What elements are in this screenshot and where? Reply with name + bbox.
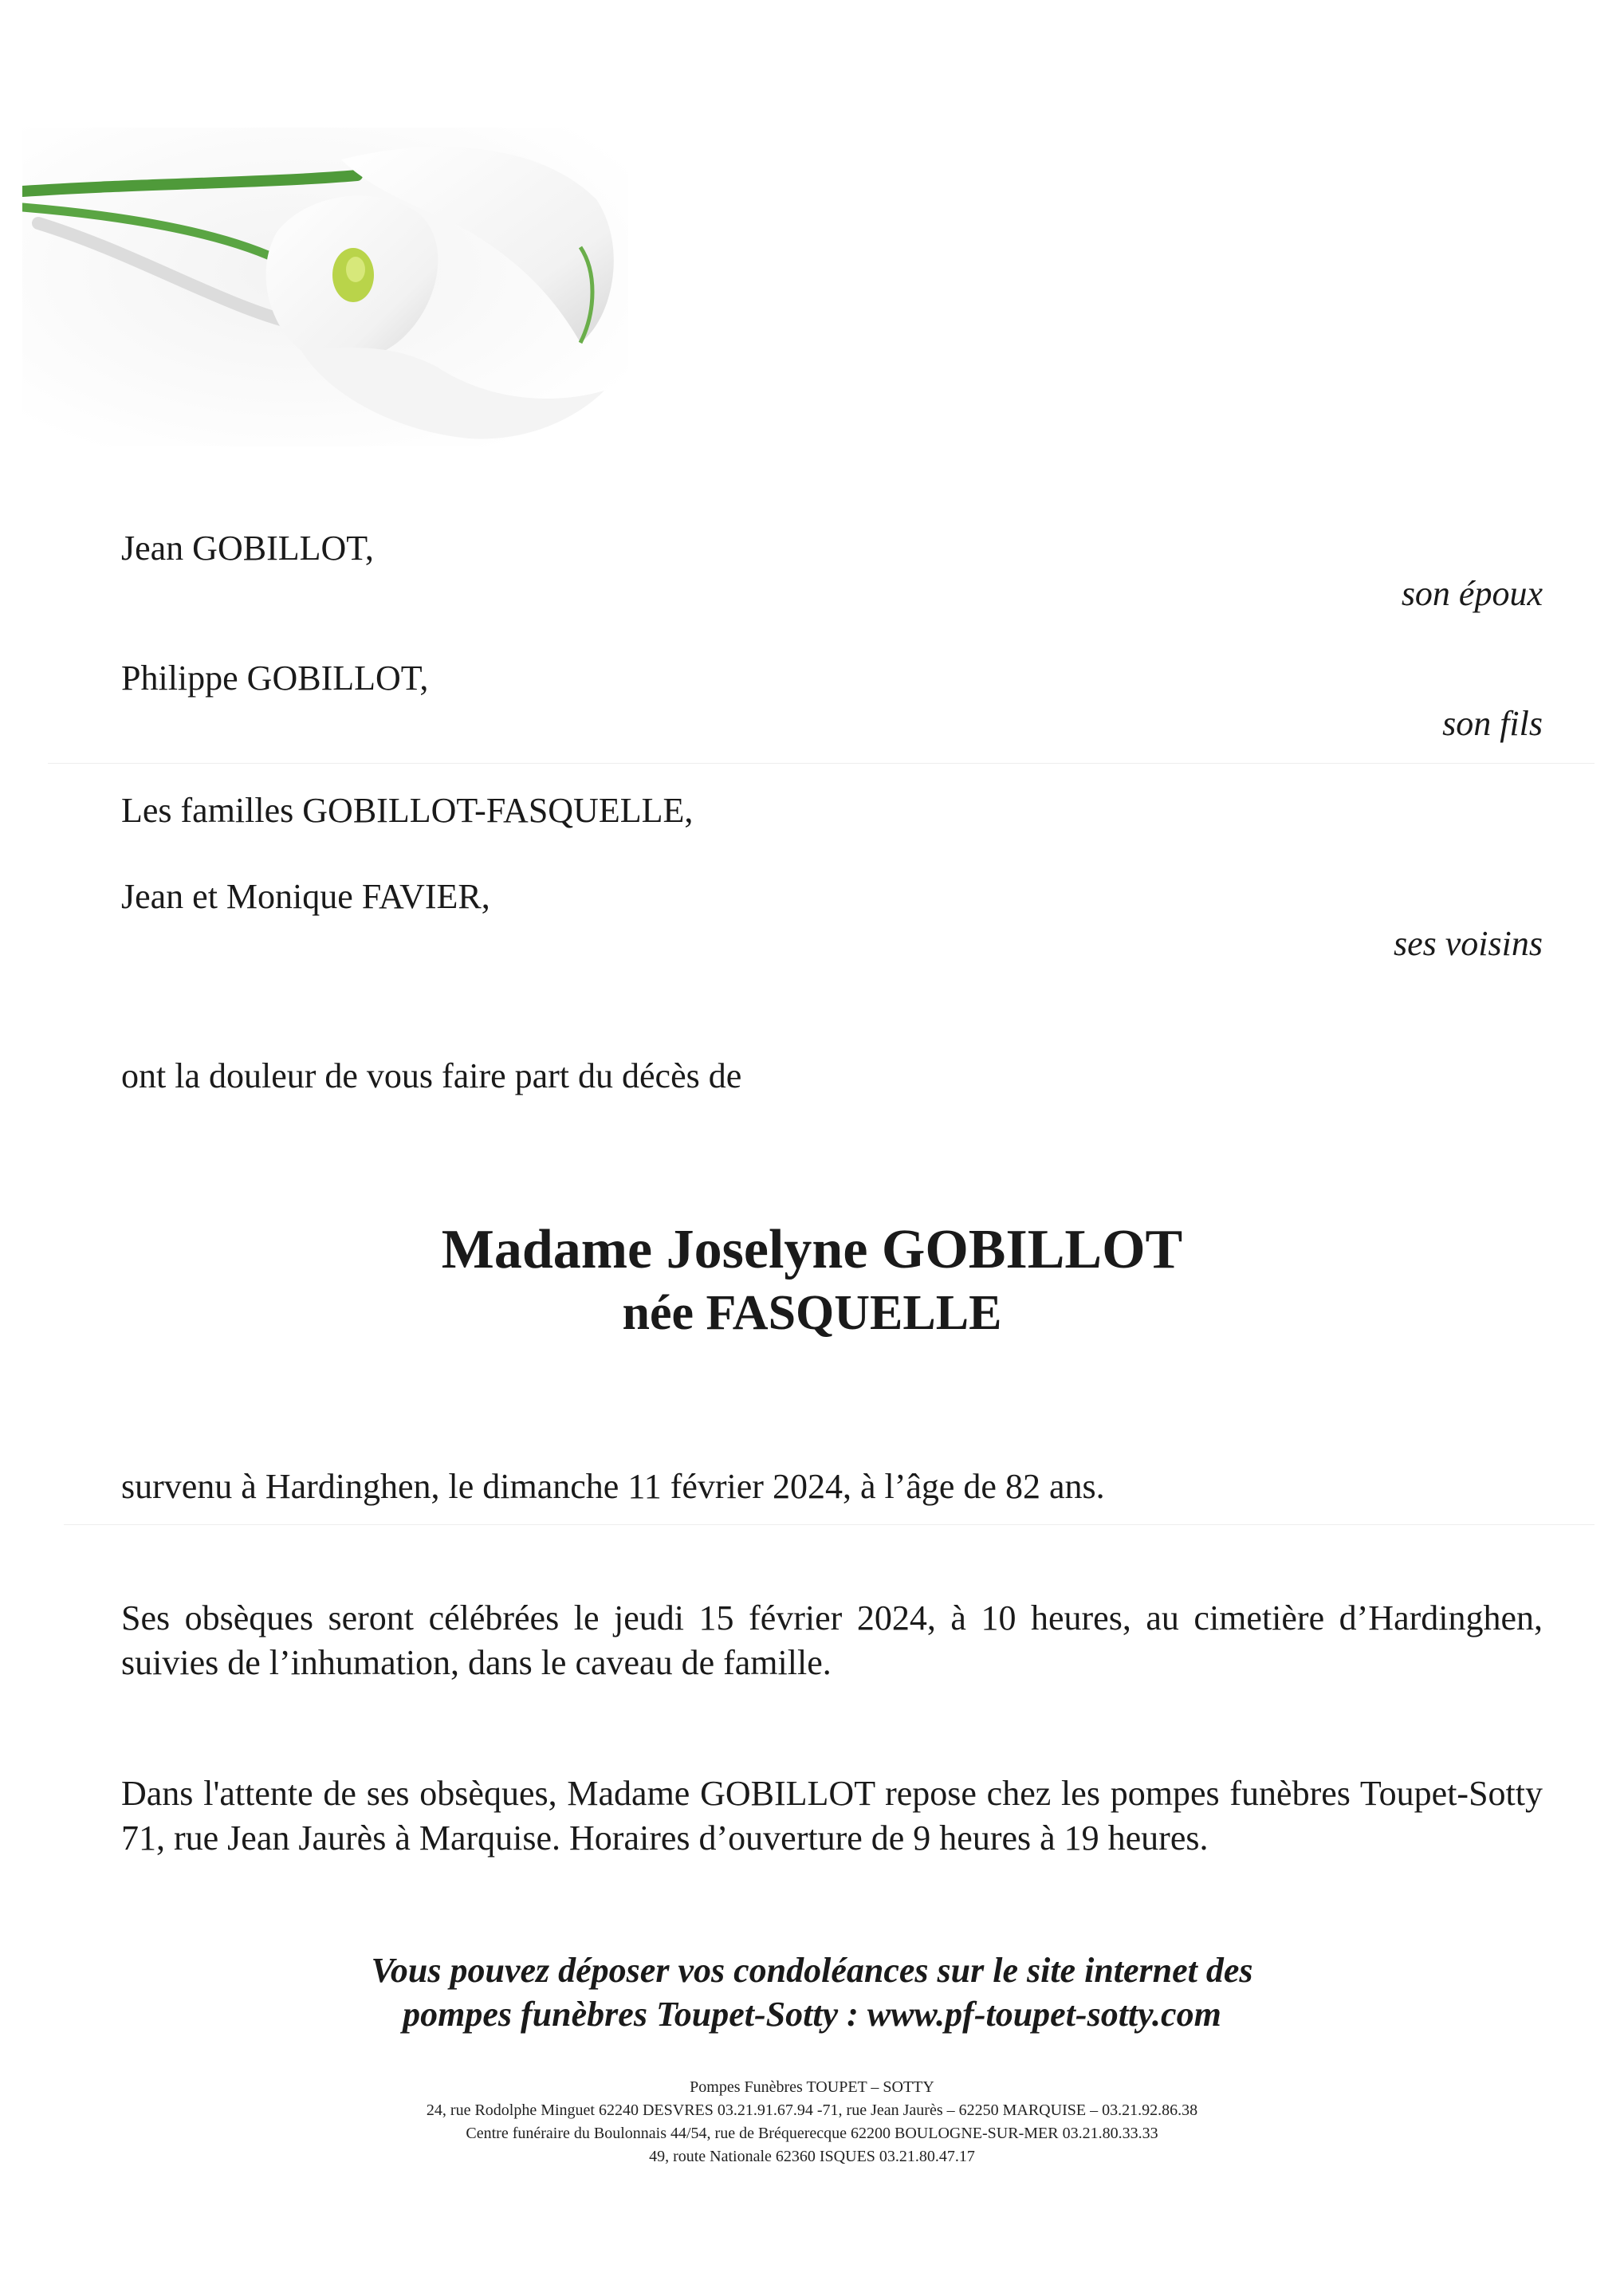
funeral-info: Ses obsèques seront célébrées le jeudi 15 février 2024, à 10 heures, au cimetière d’Hardinghen, suivies de l’inhumation, dans le caveau de famille. xyxy=(121,1598,1543,1682)
footer-address-1: 24, rue Rodolphe Minguet 62240 DESVRES 03.21.91.67.94 -71, rue Jean Jaurès – 62250 MARQUISE – 03.21.92.86.38 xyxy=(426,2101,1198,2119)
condolences-line-1: Vous pouvez déposer vos condoléances sur le site internet des xyxy=(371,1951,1253,1990)
calla-lily-image xyxy=(22,128,628,446)
deceased-name: Madame Joselyne GOBILLOT xyxy=(441,1219,1183,1280)
family-name-2: Philippe GOBILLOT, xyxy=(121,659,429,698)
scan-line xyxy=(48,763,1595,764)
footer-company: Pompes Funèbres TOUPET – SOTTY xyxy=(690,2078,934,2096)
family-name-4: Jean et Monique FAVIER, xyxy=(121,877,490,916)
deceased-maiden-name: née FASQUELLE xyxy=(622,1286,1002,1340)
family-role-1: son époux xyxy=(1401,574,1543,613)
family-role-2: son fils xyxy=(1442,704,1543,743)
rest-info: Dans l'attente de ses obsèques, Madame GOBILLOT repose chez les pompes funèbres Toupet-Sotty 71, rue Jean Jaurès à Marquise. Horaires d’ouverture de 9 heures à 19 heures. xyxy=(121,1774,1543,1858)
scan-line xyxy=(64,1524,1595,1525)
family-role-4: ses voisins xyxy=(1394,924,1543,963)
condolences-line-2: pompes funèbres Toupet-Sotty : www.pf-toupet-sotty.com xyxy=(403,1995,1221,2034)
family-name-3: Les familles GOBILLOT-FASQUELLE, xyxy=(121,791,694,830)
family-name-1: Jean GOBILLOT, xyxy=(121,529,374,568)
announcement-intro: ont la douleur de vous faire part du décès de xyxy=(121,1056,742,1095)
footer-address-3: 49, route Nationale 62360 ISQUES 03.21.80.47.17 xyxy=(649,2148,975,2165)
death-info: survenu à Hardinghen, le dimanche 11 février 2024, à l’âge de 82 ans. xyxy=(121,1467,1105,1506)
footer xyxy=(0,2076,1624,2168)
footer-address-2: Centre funéraire du Boulonnais 44/54, rue de Bréquerecque 62200 BOULOGNE-SUR-MER 03.21.80.33.33 xyxy=(466,2125,1158,2142)
